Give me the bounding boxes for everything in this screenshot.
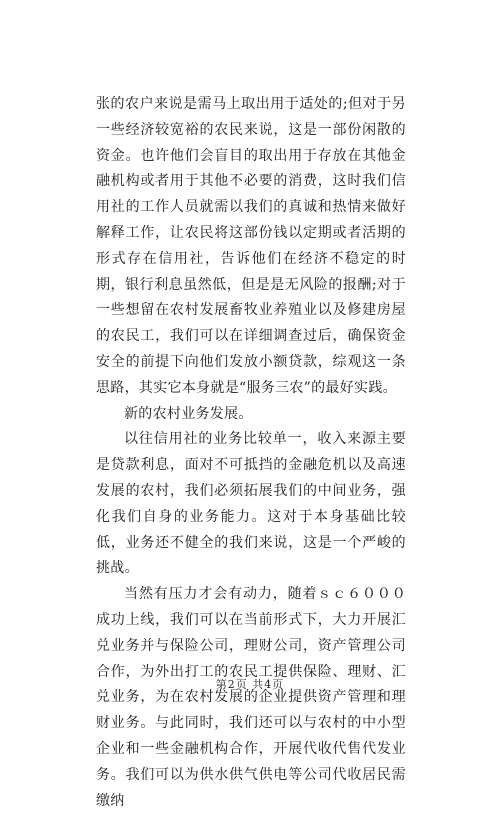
paragraph-4: 当然有压力才会有动力，随着ｓｃ６０００成功上线，我们可以在当前形式下，大力开展汇兑业务并与保险公司，理财公司，资产管理公司合作，为外出打工的农民工提供保险、理财、汇兑业务，为在农村发展的企业提供资产管理和理财业务。与此同时，我们还可以与农村的中小型企业和一些金融机构合作，开展代收代售代发业务。我们可以为供水供气供电等公司代收居民需缴纳 bbox=[96, 586, 406, 809]
paragraph-1: 张的农户来说是需马上取出用于适处的;但对于另一些经济较宽裕的农民来说，这是一部份闲散的资金。也许他们会盲目的取出用于存放在其他金融机构或者用于其他不必要的消费，这时我们信用社的工作人员就需以我们的真诚和热情来做好解释工作，让农民将这部份钱以定期或者活期的形式存在信用社，告诉他们在经济不稳定的时期，银行利息虽然低，但是是无风险的报酬;对于一些想留在农村发展畜牧业养殖业以及修建房屋的农民工，我们可以在详细调查过后，确保资金安全的前提下向他们发放小额贷款，综观这一条思路，其实它本身就是“服务三农”的最好实践。 bbox=[96, 96, 406, 396]
document-body bbox=[96, 92, 406, 814]
paragraph-2-heading: 新的农村业务发展。 bbox=[124, 405, 253, 422]
paragraph-3: 以往信用社的业务比较单一，收入来源主要是贷款利息，面对不可抵挡的金融危机以及高速发展的农村，我们必须拓展我们的中间业务，强化我们自身的业务能力。这对于本身基础比较低，业务还不健全的我们来说，这是一个严峻的挑战。 bbox=[96, 431, 406, 577]
page-number-footer: 第2页 共4页 bbox=[215, 678, 285, 691]
